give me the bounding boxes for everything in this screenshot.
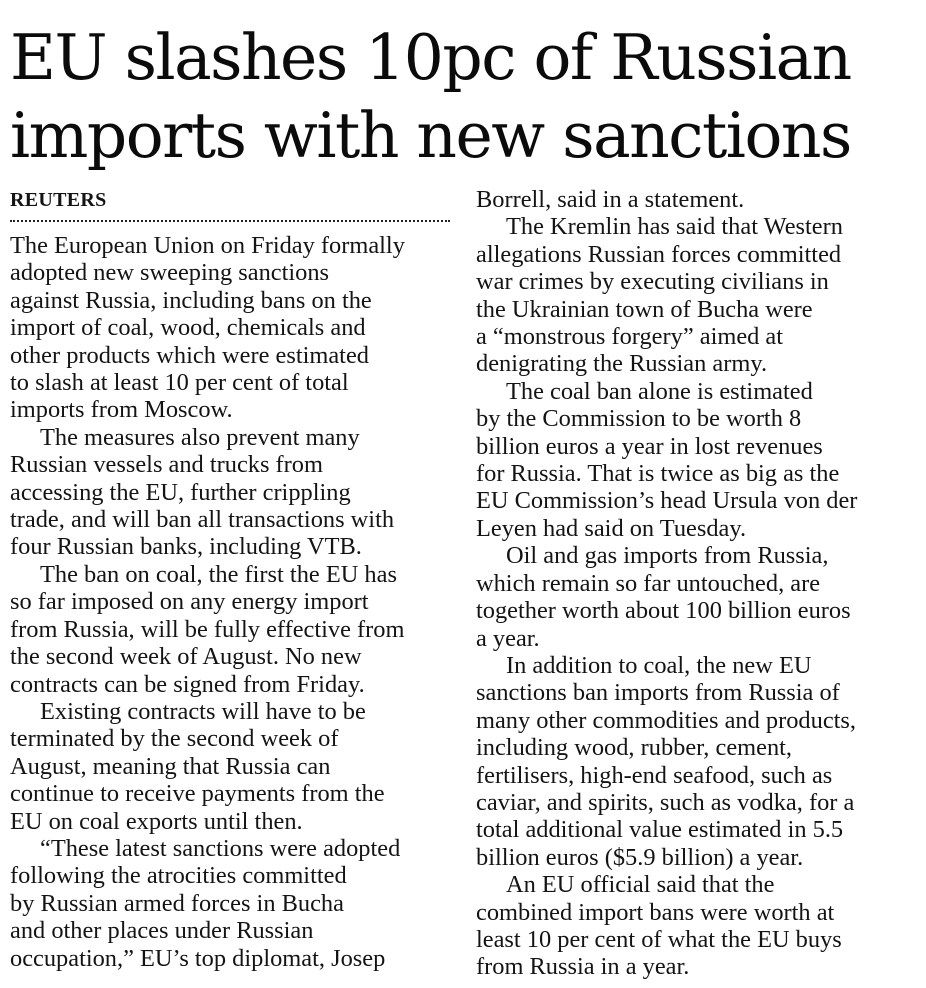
paragraph-line: “These latest sanctions were adopted	[40, 834, 401, 862]
paragraph-line: Existing contracts will have to be	[40, 697, 366, 725]
paragraph-line: by Russian armed forces in Bucha	[10, 889, 344, 917]
paragraph-line: The ban on coal, the first the EU has	[40, 560, 397, 588]
article-paragraph	[10, 232, 450, 424]
article-paragraph	[476, 213, 916, 377]
paragraph-line: war crimes by executing civilians in	[476, 268, 829, 296]
paragraph-line: continue to receive payments from the	[10, 780, 385, 808]
paragraph-line: Oil and gas imports from Russia,	[506, 542, 829, 570]
article-paragraph	[476, 542, 916, 652]
paragraph-line: and other places under Russian	[10, 917, 314, 945]
paragraph-line: billion euros ($5.9 billion) a year.	[476, 843, 804, 871]
article-paragraph	[10, 835, 450, 972]
paragraph-line: together worth about 100 billion euros	[476, 597, 851, 625]
paragraph-line: denigrating the Russian army.	[476, 350, 768, 378]
paragraph-line: fertilisers, high-end seafood, such as	[476, 761, 833, 789]
paragraph-line: EU on coal exports until then.	[10, 807, 303, 835]
paragraph-line: Leyen had said on Tuesday.	[476, 514, 747, 542]
paragraph-line: by the Commission to be worth 8	[476, 405, 802, 433]
paragraph-line: billion euros a year in lost revenues	[476, 432, 823, 460]
paragraph-line: total additional value estimated in 5.5	[476, 816, 844, 844]
paragraph-line: following the atrocities committed	[10, 862, 347, 890]
article-columns	[10, 186, 916, 981]
paragraph-line: trade, and will ban all transactions with	[10, 506, 395, 534]
left-column	[10, 186, 450, 981]
paragraph-line: a year.	[476, 624, 540, 652]
paragraph-line: against Russia, including bans on the	[10, 286, 372, 314]
article-paragraph	[476, 652, 916, 871]
paragraph-line: August, meaning that Russia can	[10, 752, 331, 780]
paragraph-line: accessing the EU, further crippling	[10, 478, 351, 506]
paragraph-line: four Russian banks, including VTB.	[10, 533, 362, 561]
paragraph-line: Russian vessels and trucks from	[10, 451, 323, 479]
paragraph-line: the Ukrainian town of Bucha were	[476, 295, 813, 323]
paragraph-line: allegations Russian forces committed	[476, 240, 842, 268]
paragraph-line: adopted new sweeping sanctions	[10, 259, 330, 287]
paragraph-line: including wood, rubber, cement,	[476, 734, 793, 762]
paragraph-line: many other commodities and products,	[476, 706, 857, 734]
paragraph-line: from Russia in a year.	[476, 953, 690, 981]
paragraph-line: occupation,” EU’s top diplomat, Josep	[10, 944, 386, 972]
paragraph-line: so far imposed on any energy import	[10, 588, 369, 616]
paragraph-line: EU Commission’s head Ursula von der	[476, 487, 858, 515]
paragraph-line: other products which were estimated	[10, 341, 369, 369]
article-paragraph	[10, 698, 450, 835]
paragraph-line: The European Union on Friday formally	[10, 232, 405, 259]
paragraph-line: An EU official said that the	[506, 871, 775, 899]
headline-line: imports with new sanctions	[10, 99, 851, 172]
paragraph-line: least 10 per cent of what the EU buys	[476, 925, 842, 953]
byline: REUTERS	[10, 189, 107, 211]
paragraph-line: combined import bans were worth at	[476, 898, 835, 926]
article-paragraph	[476, 186, 916, 213]
headline-line: EU slashes 10pc of Russian	[10, 21, 851, 94]
paragraph-line: contracts can be signed from Friday.	[10, 670, 365, 698]
article-paragraph	[476, 378, 916, 542]
paragraph-line: The measures also prevent many	[40, 423, 360, 451]
paragraph-line: The Kremlin has said that Western	[506, 213, 843, 241]
headline	[10, 0, 916, 175]
paragraph-line: for Russia. That is twice as big as the	[476, 460, 840, 488]
paragraph-line: In addition to coal, the new EU	[506, 651, 812, 679]
paragraph-line: caviar, and spirits, such as vodka, for a	[476, 788, 855, 816]
article-paragraph	[10, 424, 450, 561]
byline-divider	[10, 220, 450, 222]
paragraph-line: the second week of August. No new	[10, 643, 362, 671]
right-column	[476, 186, 916, 981]
article-paragraph	[10, 561, 450, 698]
paragraph-line: Borrell, said in a statement.	[476, 186, 745, 213]
paragraph-line: terminated by the second week of	[10, 725, 339, 753]
paragraph-line: imports from Moscow.	[10, 396, 233, 424]
paragraph-line: The coal ban alone is estimated	[506, 377, 813, 405]
paragraph-line: sanctions ban imports from Russia of	[476, 679, 840, 707]
article-paragraph	[476, 871, 916, 981]
paragraph-line: from Russia, will be fully effective from	[10, 615, 405, 643]
paragraph-line: which remain so far untouched, are	[476, 569, 821, 597]
paragraph-line: import of coal, wood, chemicals and	[10, 314, 366, 342]
paragraph-line: to slash at least 10 per cent of total	[10, 369, 349, 397]
paragraph-line: a “monstrous forgery” aimed at	[476, 323, 784, 351]
